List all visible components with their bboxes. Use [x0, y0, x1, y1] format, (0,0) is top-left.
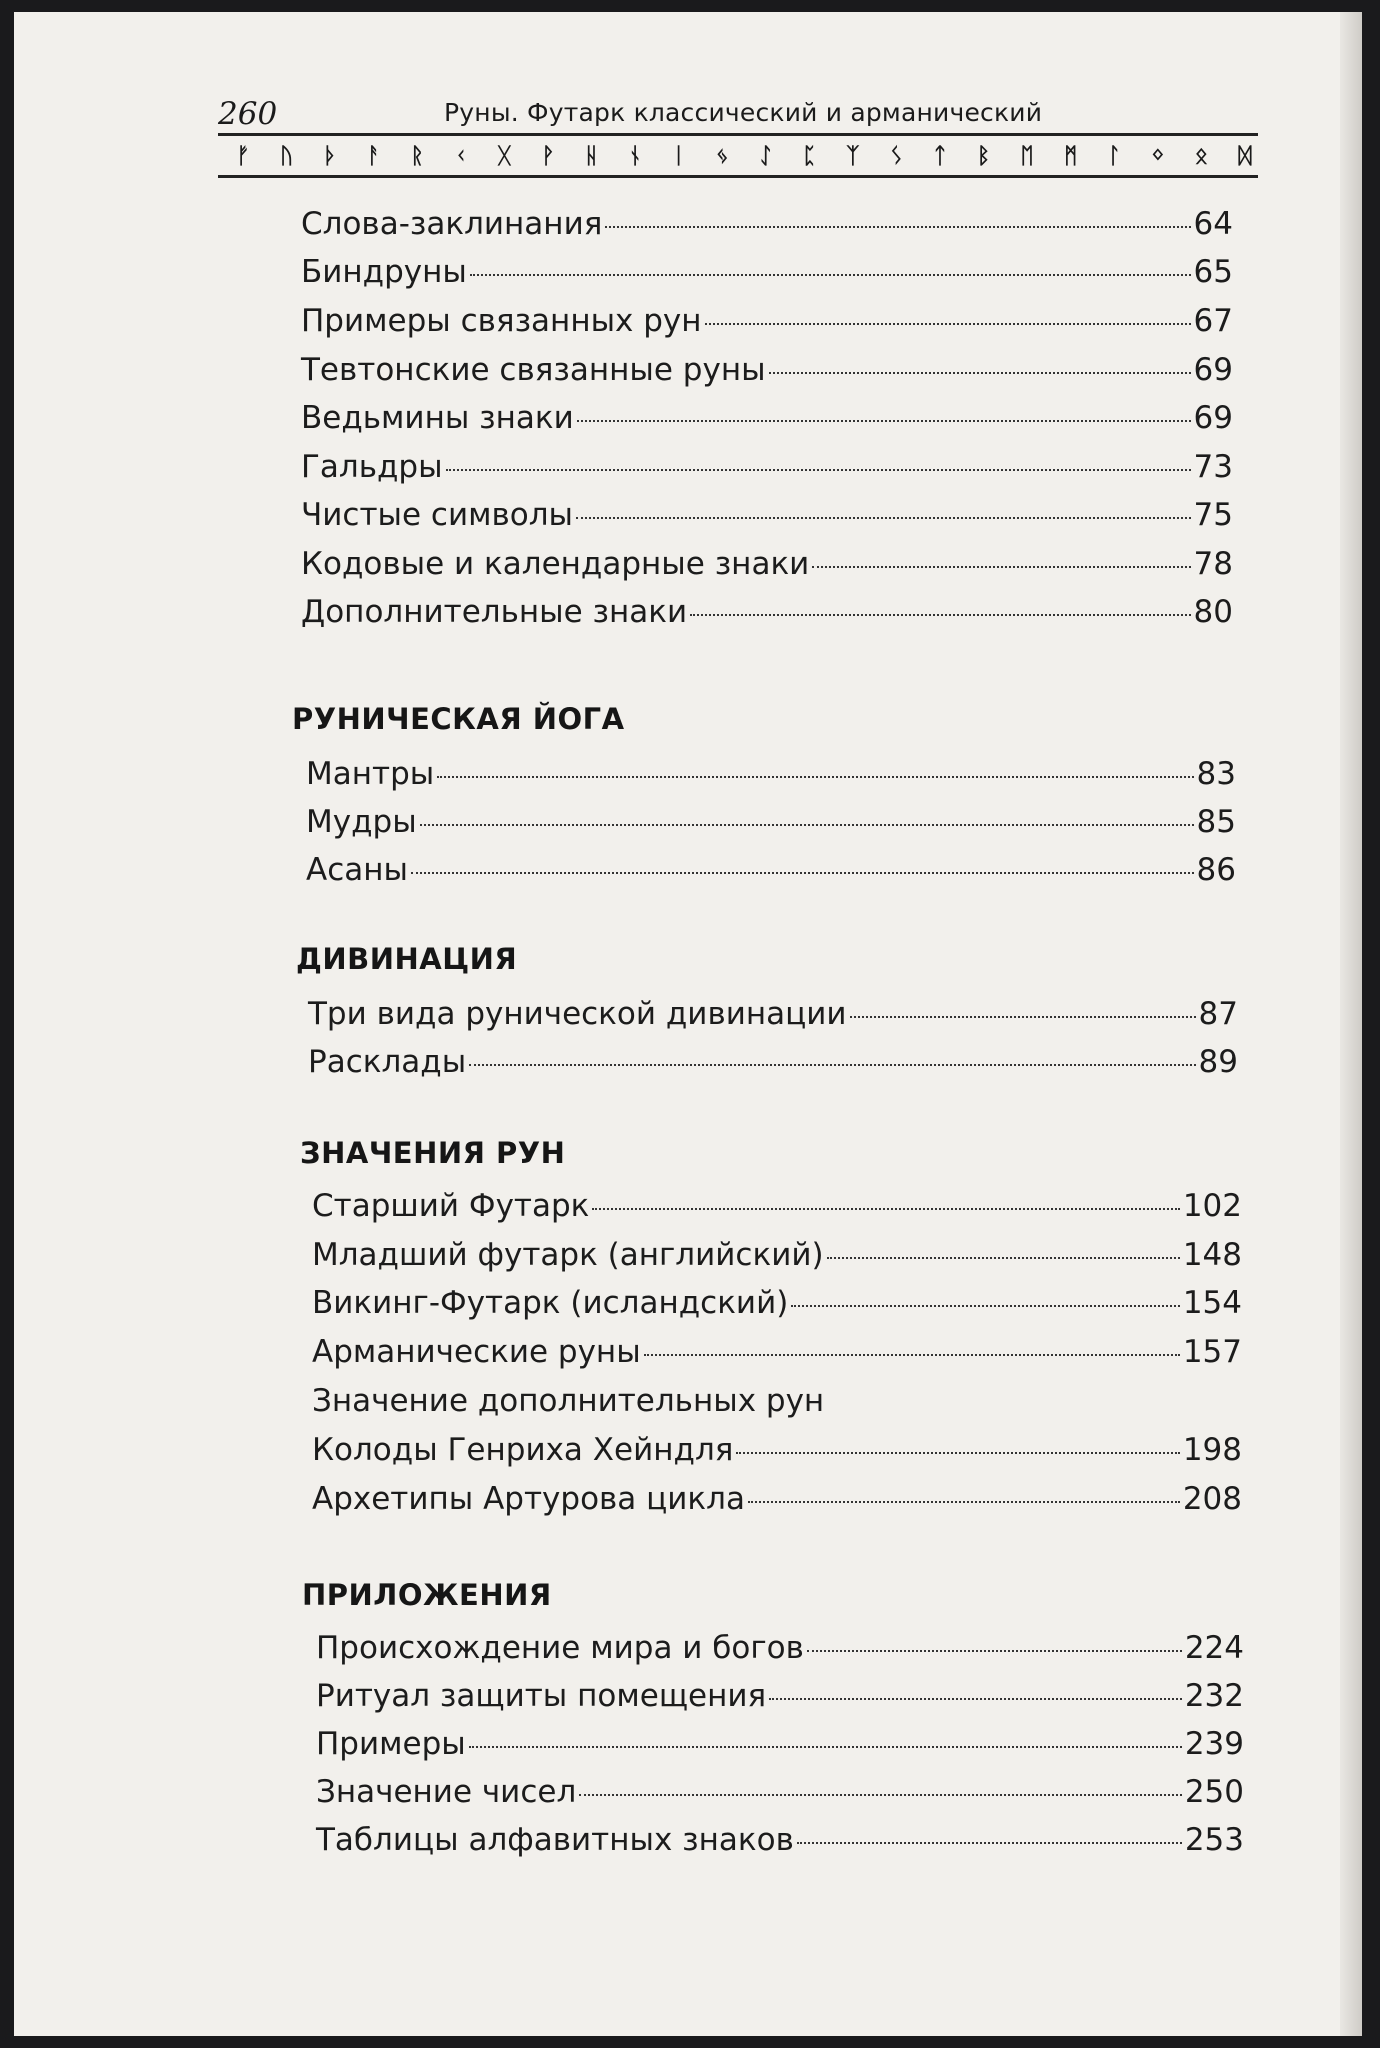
toc-entry-page: 102 [1182, 1188, 1242, 1224]
toc-entry [301, 546, 1233, 586]
dot-leader [437, 776, 1193, 778]
section-heading-divination: ДИВИНАЦИЯ [296, 942, 518, 976]
toc-entry [301, 497, 1233, 537]
toc-entry-title: Асаны [306, 852, 408, 888]
toc-entry-title: Биндруны [301, 254, 467, 290]
toc-entry-title: Арманические руны [312, 1334, 641, 1370]
rune-glyph: ᛒ [976, 143, 991, 169]
rune-glyph: ᚾ [628, 143, 642, 169]
toc-entry-page: 67 [1193, 303, 1233, 339]
toc-entry-title: Слова-заклинания [301, 206, 603, 242]
rune-glyph: ᛉ [846, 143, 860, 169]
dot-leader [705, 323, 1191, 325]
rune-glyph: ᛊ [889, 143, 904, 169]
toc-entry-page: 73 [1193, 449, 1233, 485]
toc-entry-title: Дополнительные знаки [301, 594, 688, 630]
dot-leader [592, 1208, 1179, 1210]
toc-entry-page: 89 [1198, 1044, 1238, 1080]
toc-entry-page: 239 [1184, 1726, 1244, 1762]
toc-entry [301, 449, 1233, 489]
toc-entry [316, 1678, 1244, 1718]
toc-entry-title: Примеры связанных рун [301, 303, 702, 339]
toc-entry-page: 154 [1182, 1285, 1242, 1321]
dot-leader [470, 274, 1191, 276]
rune-glyph: ᛟ [1194, 143, 1208, 169]
toc-entry-title: Ритуал защиты помещения [316, 1678, 767, 1714]
rune-glyph: ᛖ [1020, 143, 1034, 169]
toc-entry-title: Архетипы Артурова цикла [312, 1481, 745, 1517]
dot-leader [807, 1650, 1182, 1652]
toc-entry-page: 65 [1193, 254, 1233, 290]
book-page [14, 12, 1362, 2036]
rune-glyph: ᚷ [497, 143, 511, 169]
toc-entry-title: Колоды Генриха Хейндля [312, 1432, 734, 1468]
rune-glyph: ᛁ [672, 143, 686, 169]
toc-entry-title: Тевтонские связанные руны [301, 352, 766, 388]
toc-entry-title: Происхождение мира и богов [316, 1630, 804, 1666]
toc-entry [312, 1432, 1242, 1472]
rune-glyph: ᚲ [454, 143, 468, 169]
toc-entry-page: 157 [1182, 1334, 1242, 1370]
dot-leader [576, 517, 1191, 519]
toc-entry [301, 352, 1233, 392]
dot-leader [769, 372, 1191, 374]
rune-glyph: ᛈ [802, 143, 816, 169]
dot-leader [605, 226, 1190, 228]
dot-leader [446, 469, 1191, 471]
dot-leader [420, 824, 1194, 826]
dot-leader [850, 1016, 1196, 1018]
toc-entry-page: 64 [1193, 206, 1233, 242]
toc-entry-page: 208 [1182, 1481, 1242, 1517]
dot-leader [827, 1257, 1180, 1259]
dot-leader [469, 1064, 1195, 1066]
toc-entry-page: 86 [1196, 852, 1236, 888]
toc-entry-title: Значение дополнительных рун [312, 1383, 825, 1419]
section-heading-runic-yoga: РУНИЧЕСКАЯ ЙОГА [292, 702, 625, 736]
dot-leader [579, 1794, 1182, 1796]
rune-glyph: ᚦ [323, 143, 337, 169]
toc-entry [316, 1726, 1244, 1766]
toc-entry-page: 198 [1182, 1432, 1242, 1468]
toc-entry-page: 85 [1196, 804, 1236, 840]
toc-entry [316, 1630, 1244, 1670]
toc-entry-page: 253 [1184, 1822, 1244, 1858]
toc-entry [306, 804, 1236, 844]
page-gutter-shadow [1340, 12, 1362, 2036]
book-title: Руны. Футарк классический и арманический [444, 98, 1043, 127]
page-number: 260 [218, 96, 278, 132]
toc-entry [312, 1237, 1242, 1277]
toc-entry-title: Три вида рунической дивинации [308, 996, 847, 1032]
section-heading-rune-meanings: ЗНАЧЕНИЯ РУН [300, 1136, 566, 1170]
toc-entry-page: 75 [1193, 497, 1233, 533]
toc-entry [306, 852, 1236, 892]
toc-entry-title: Младший футарк (английский) [312, 1237, 824, 1273]
toc-entry [316, 1822, 1244, 1862]
dot-leader [411, 872, 1194, 874]
dot-leader [577, 420, 1191, 422]
rune-glyph: ᚢ [279, 143, 294, 169]
rune-glyph: ᛇ [759, 143, 773, 169]
toc-entry [306, 756, 1236, 796]
rune-glyph: ᚠ [236, 143, 250, 169]
toc-entry-page: 87 [1198, 996, 1238, 1032]
toc-entry-title: Мудры [306, 804, 417, 840]
toc-entry-title: Гальдры [301, 449, 443, 485]
toc-entry [316, 1774, 1244, 1814]
rune-glyph: ᛗ [1064, 143, 1078, 169]
toc-entry-title: Мантры [306, 756, 435, 792]
toc-entry [312, 1481, 1242, 1521]
rune-glyph: ᛏ [933, 143, 947, 169]
section-heading-appendices: ПРИЛОЖЕНИЯ [302, 1578, 552, 1612]
rune-glyph: ᛞ [1238, 143, 1252, 169]
toc-entry-title: Чистые символы [301, 497, 574, 533]
rune-glyph: ᛃ [715, 143, 729, 169]
rune-glyph: ᛜ [1151, 143, 1165, 169]
toc-entry [312, 1334, 1242, 1374]
toc-entry [301, 254, 1233, 294]
toc-entry [312, 1285, 1242, 1325]
toc-entry-page: 250 [1184, 1774, 1244, 1810]
dot-leader [644, 1354, 1180, 1356]
rune-border-row [230, 140, 1258, 172]
toc-entry-page: 83 [1196, 756, 1236, 792]
toc-entry-title: Значение чисел [316, 1774, 577, 1810]
toc-entry-page: 148 [1182, 1237, 1242, 1273]
dot-leader [791, 1305, 1180, 1307]
toc-entry-page: 224 [1184, 1630, 1244, 1666]
toc-entry [301, 400, 1233, 440]
dot-leader [690, 614, 1190, 616]
toc-entry-title: Кодовые и календарные знаки [301, 546, 810, 582]
toc-entry [301, 206, 1233, 246]
toc-entry [308, 1044, 1238, 1084]
toc-entry-page: 80 [1193, 594, 1233, 630]
dot-leader [769, 1698, 1182, 1700]
rune-glyph: ᚺ [584, 143, 599, 169]
rune-glyph: ᚨ [367, 143, 381, 169]
toc-entry-page: 69 [1193, 400, 1233, 436]
toc-entry-page: 69 [1193, 352, 1233, 388]
toc-entry-page: 78 [1193, 546, 1233, 582]
rune-glyph: ᚹ [541, 143, 555, 169]
toc-entry-title: Старший Футарк [312, 1188, 590, 1224]
toc-entry-title: Викинг-Футарк (исландский) [312, 1285, 789, 1321]
toc-entry [312, 1188, 1242, 1228]
toc-entry [301, 594, 1233, 634]
toc-entry [301, 303, 1233, 343]
dot-leader [812, 566, 1190, 568]
toc-entry-title: Ведьмины знаки [301, 400, 574, 436]
rune-border-top-rule [218, 133, 1258, 136]
toc-entry-title: Таблицы алфавитных знаков [316, 1822, 794, 1858]
toc-entry-title: Расклады [308, 1044, 467, 1080]
toc-entry-page: 232 [1184, 1678, 1244, 1714]
dot-leader [748, 1501, 1180, 1503]
toc-entry [308, 996, 1238, 1036]
toc-entry-title: Примеры [316, 1726, 466, 1762]
toc-entry [312, 1383, 1242, 1423]
dot-leader [797, 1842, 1182, 1844]
rune-glyph: ᛚ [1107, 143, 1121, 169]
rune-border-bottom-rule [218, 175, 1258, 178]
dot-leader [469, 1746, 1182, 1748]
dot-leader [736, 1452, 1179, 1454]
running-head [218, 96, 1258, 136]
rune-glyph: ᚱ [410, 143, 424, 169]
